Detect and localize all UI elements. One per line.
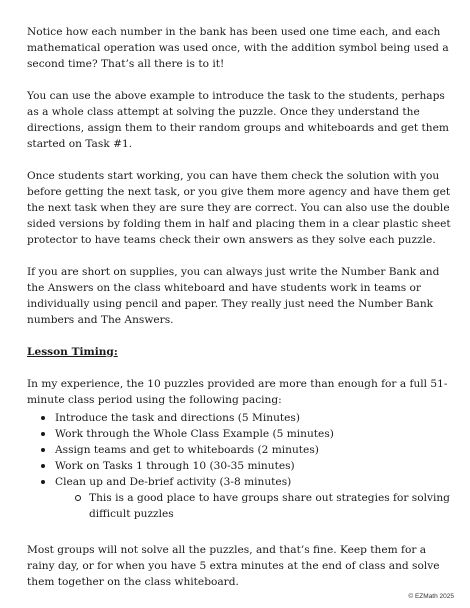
pacing-item bbox=[55, 474, 451, 522]
document-body bbox=[27, 24, 451, 606]
paragraph-check-solutions: Once students start working, you can have them check the solution with you before getting the next task, or you give them more agency and have them get the next task when they are sure they are correct. You can also use the double sided versions by folding them in half and placing them in a clear plastic sheet protector to have teams check their own answers as they solve each puzzle. bbox=[27, 170, 451, 246]
pacing-item bbox=[55, 410, 451, 426]
pacing-item-text: Work through the Whole Class Example (5 minutes) bbox=[55, 428, 334, 440]
pacing-sub-list bbox=[55, 490, 451, 522]
pacing-item-text: Clean up and De-brief activity (3-8 minutes) bbox=[55, 476, 292, 488]
paragraph-intro-notice: Notice how each number in the bank has been used one time each, and each mathematical operation was used once, with the addition symbol being used a second time? That’s all there is to it! bbox=[27, 26, 449, 70]
pacing-item bbox=[55, 458, 451, 474]
bullet-dot-icon bbox=[41, 432, 45, 436]
bullet-dot-icon bbox=[41, 464, 45, 468]
closing-paragraph: Most groups will not solve all the puzzles, and that’s fine. Keep them for a rainy day, or for when you have 5 extra minutes at the end of class and solve them together on the class whiteboard. bbox=[27, 544, 440, 588]
lesson-timing-heading: Lesson Timing: bbox=[27, 346, 118, 358]
pacing-item bbox=[55, 442, 451, 458]
paragraph-use-example: You can use the above example to introduce the task to the students, perhaps as a whole class attempt at solving the puzzle. Once they understand the directions, assign them to their random groups and whiteboards and get them started on Task #1. bbox=[27, 90, 449, 150]
bullet-dot-icon bbox=[41, 480, 45, 484]
bullet-dot-icon bbox=[41, 416, 45, 420]
pacing-item-text: Assign teams and get to whiteboards (2 minutes) bbox=[55, 444, 319, 456]
pacing-item-text: Work on Tasks 1 through 10 (30-35 minutes) bbox=[55, 460, 295, 472]
pacing-item-text: Introduce the task and directions (5 Minutes) bbox=[55, 412, 300, 424]
copyright-footer: © EZMath 2025 bbox=[408, 593, 454, 600]
bullet-dot-icon bbox=[41, 448, 45, 452]
pacing-list bbox=[27, 410, 451, 522]
paragraph-short-supplies: If you are short on supplies, you can always just write the Number Bank and the Answers on the class whiteboard and have students work in teams or individually using pencil and paper. They really just need the Number Bank numbers and The Answers. bbox=[27, 266, 440, 326]
pacing-item bbox=[55, 426, 451, 442]
lesson-timing-intro: In my experience, the 10 puzzles provided are more than enough for a full 51-minute class period using the following pacing: bbox=[27, 378, 448, 406]
pacing-sub-item-text: This is a good place to have groups share out strategies for solving difficult puzzles bbox=[89, 492, 450, 520]
pacing-sub-item bbox=[89, 490, 451, 522]
bullet-circle-icon bbox=[75, 495, 81, 501]
